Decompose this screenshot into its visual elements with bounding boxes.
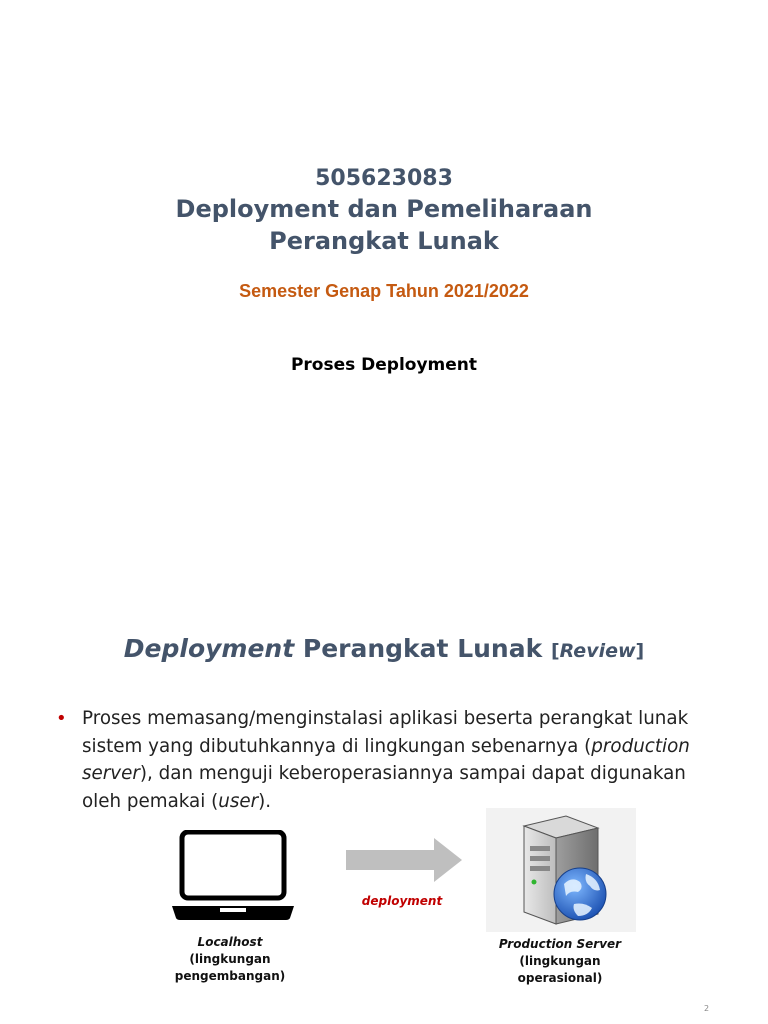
course-title-line1: Deployment dan Pemeliharaan — [175, 195, 593, 223]
bullet-icon: • — [56, 708, 67, 729]
server-globe-icon — [504, 812, 620, 930]
server-image — [486, 808, 636, 932]
page-number: 2 — [704, 1004, 710, 1013]
title-rest: Perangkat Lunak — [294, 634, 551, 663]
slide-subtitle: Proses Deployment — [290, 355, 478, 375]
bullet-text: Proses memasang/menginstalasi aplikasi beserta perangkat lunak sistem yang dibutuhkannya di lingkungan sebenarnya (production server), dan menguji keberoperasiannya sampai dapat digunakan oleh pemakai (user). — [82, 708, 690, 812]
laptop-icon — [170, 830, 296, 922]
bullet-item — [56, 705, 696, 815]
course-title-line2: Perangkat Lunak — [269, 227, 499, 255]
slide-content — [0, 512, 768, 1024]
title-italic: Deployment — [123, 634, 295, 663]
semester-label: Semester Genap Tahun 2021/2022 — [239, 281, 529, 301]
title-review: [Review] — [550, 640, 645, 662]
production-server-caption: Production Server (lingkungan operasional) — [498, 937, 622, 985]
slide2-title — [0, 634, 768, 663]
localhost-caption: Localhost (lingkungan pengembangan) — [174, 935, 286, 983]
deployment-arrow-label: deployment — [361, 894, 443, 908]
arrow-right-icon — [346, 838, 462, 882]
course-code: 505623083 — [315, 166, 453, 191]
